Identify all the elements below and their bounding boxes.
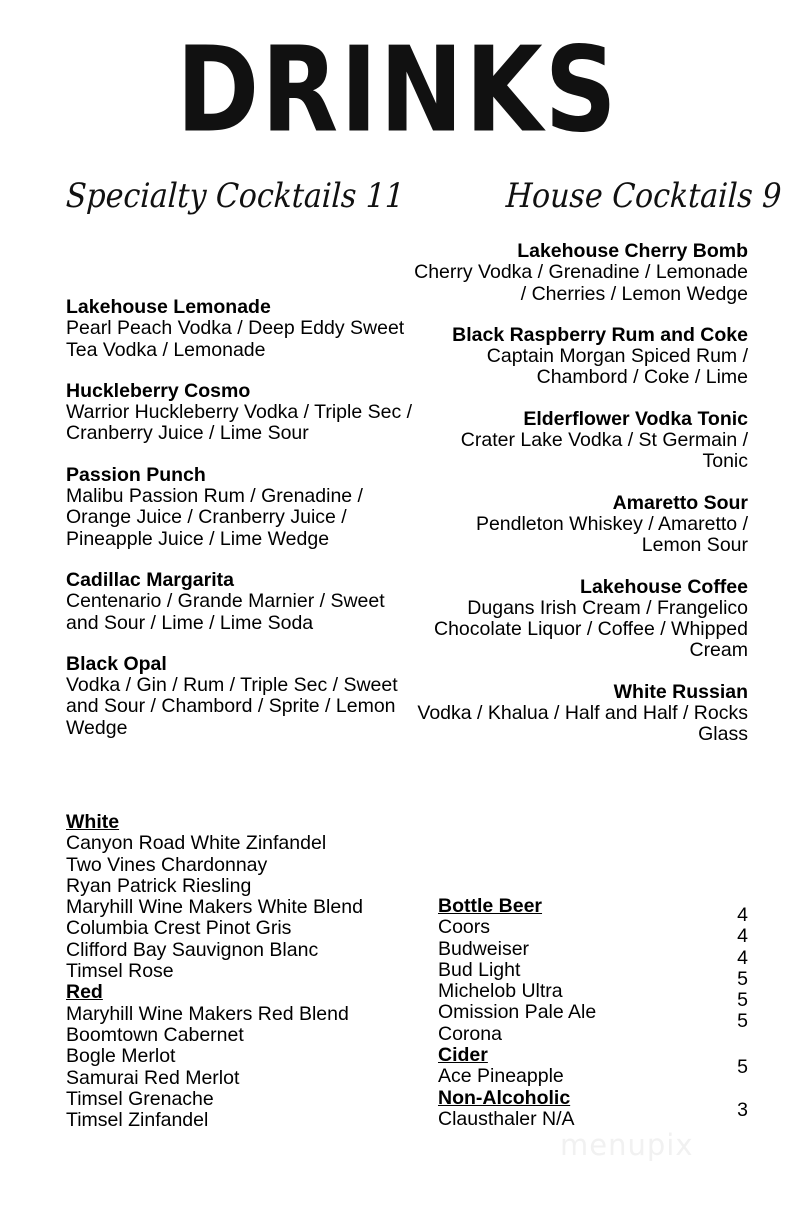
house-cocktails-list [412,241,748,746]
house-cocktail-name: Black Raspberry Rum and Coke [452,323,748,346]
beer-price: 5 [737,967,748,990]
specialty-cocktails-list [66,297,414,739]
menu-item [66,297,414,361]
wine-group-title: Red [66,981,103,1004]
menu-item [66,570,414,634]
menu-item [66,465,414,550]
beer-group-title: Non-Alcoholic [438,1086,571,1109]
menupix-watermark: menupix [560,1128,694,1162]
beer-price: 5 [737,1010,748,1033]
menu-item [412,409,748,473]
house-cocktail-description: Cherry Vodka / Grenadine / Lemonade / Cherries / Lemon Wedge [414,261,748,305]
house-cocktails-heading: House Cocktails 9 [505,176,783,217]
house-cocktail-description: Dugans Irish Cream / Frangelico Chocolate Liquor / Coffee / Whipped Cream [434,596,748,662]
house-cocktail-description: Pendleton Whiskey / Amaretto / Lemon Sour [475,512,748,557]
non-alcoholic-price-column [726,1100,748,1121]
specialty-cocktails-heading: Specialty Cocktails 11 [65,176,406,217]
beer-item: Clausthaler N/A [438,1107,575,1130]
house-cocktail-description: Captain Morgan Spiced Rum / Chambord / Coke / Lime [486,345,748,389]
beer-group-title: Cider [438,1044,488,1067]
wine-list [66,812,426,1131]
menu-item [66,381,414,445]
house-cocktail-name: Elderflower Vodka Tonic [523,407,748,430]
cider-price-column [726,1057,748,1078]
beer-price: 4 [737,925,748,948]
wine-item: Columbia Crest Pinot Gris [66,917,292,940]
wine-item: Timsel Rose [66,960,174,983]
menu-item [412,682,748,746]
specialty-cocktail-description: Malibu Passion Rum / Grenadine / Orange Juice / Cranberry Juice / Pineapple Juice / Lime Wedge [66,485,363,550]
specialty-cocktail-name: Lakehouse Lemonade [66,296,271,318]
beer-list [438,896,750,1130]
beer-price: 4 [737,904,748,926]
bottle-beer-price-column [726,905,748,1033]
specialty-cocktail-description: Warrior Huckleberry Vodka / Triple Sec / Cranberry Juice / Lime Sour [66,401,413,445]
specialty-cocktail-name: Huckleberry Cosmo [66,379,251,402]
house-cocktail-name: Amaretto Sour [612,491,748,514]
beer-item: Michelob Ultra [438,980,563,1003]
specialty-cocktail-description: Vodka / Gin / Rum / Triple Sec / Sweet and Sour / Chambord / Sprite / Lemon Wedge [66,674,398,739]
beer-item: Corona [438,1022,502,1045]
wine-item: Timsel Zinfandel [66,1109,209,1132]
wine-item: Samurai Red Merlot [66,1066,240,1089]
specialty-cocktail-description: Centenario / Grande Marnier / Sweet and Sour / Lime / Lime Soda [66,590,385,634]
menu-item [412,577,748,662]
menu-item [412,241,748,305]
specialty-cocktail-name: Cadillac Margarita [66,568,234,591]
wine-item: Timsel Grenache [66,1087,214,1110]
wine-item: Maryhill Wine Makers Red Blend [66,1002,349,1025]
beer-price: 5 [737,1056,748,1078]
wine-item: Maryhill Wine Makers White Blend [66,896,363,919]
beer-item: Ace Pineapple [438,1065,564,1088]
wine-item: Two Vines Chardonnay [66,853,268,876]
house-cocktail-name: Lakehouse Cherry Bomb [517,240,748,262]
wine-item: Ryan Patrick Riesling [66,874,252,897]
beer-group-title: Bottle Beer [438,895,543,917]
house-cocktail-description: Crater Lake Vodka / St Germain / Tonic [460,429,748,473]
wine-item: Boomtown Cabernet [66,1023,244,1046]
beer-price: 4 [737,946,748,969]
beer-item: Omission Pale Ale [438,1001,597,1024]
specialty-cocktail-name: Passion Punch [66,463,206,486]
wine-group-title: White [66,811,120,833]
beer-item: Coors [438,916,491,939]
page-title: DRINKS [176,20,619,159]
beer-price: 5 [737,989,748,1012]
house-cocktail-name: Lakehouse Coffee [580,575,748,598]
house-cocktail-description: Vodka / Khalua / Half and Half / Rocks Glass [417,702,748,746]
specialty-cocktail-name: Black Opal [66,652,167,675]
specialty-cocktail-description: Pearl Peach Vodka / Deep Eddy Sweet Tea Vodka / Lemonade [66,317,405,361]
menu-item [66,654,414,739]
beer-item: Budweiser [438,937,530,960]
wine-item: Bogle Merlot [66,1045,176,1068]
wine-item: Clifford Bay Sauvignon Blanc [66,938,319,961]
beer-price: 3 [737,1099,748,1121]
beer-item: Bud Light [438,958,521,981]
house-cocktail-name: White Russian [613,680,748,703]
menu-item [412,325,748,389]
menu-item [412,493,748,557]
wine-item: Canyon Road White Zinfandel [66,832,327,855]
